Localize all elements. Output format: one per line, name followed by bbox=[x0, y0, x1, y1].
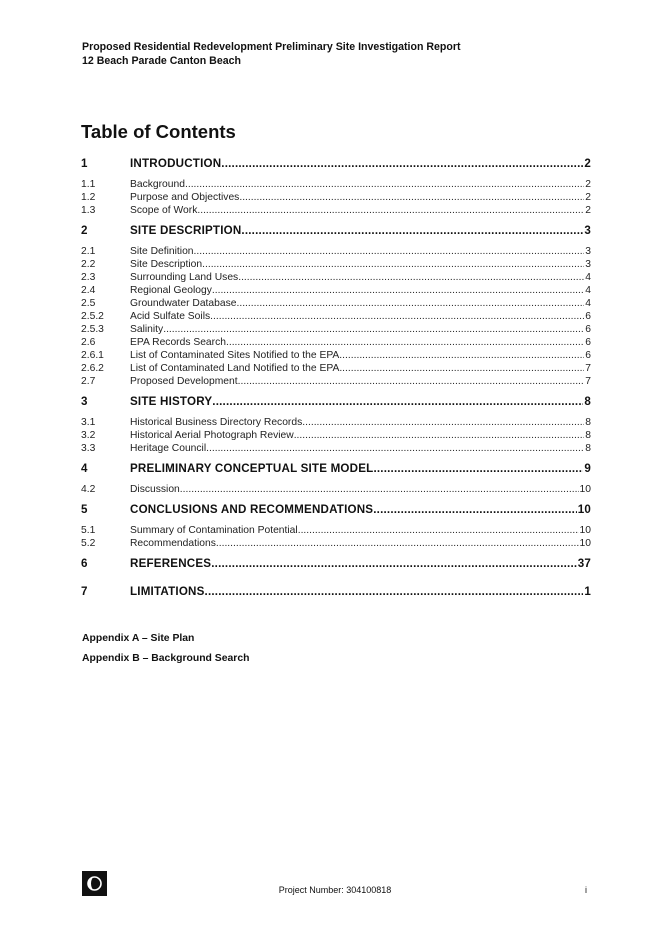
toc-entry-number: 2.5.2 bbox=[81, 311, 104, 322]
toc-entry-title: LIMITATIONS bbox=[130, 585, 205, 598]
toc-entry-page: 8 bbox=[584, 395, 591, 408]
toc-entry[interactable] bbox=[81, 298, 591, 309]
toc-dot-leader bbox=[202, 259, 584, 270]
toc-entry[interactable] bbox=[81, 395, 591, 408]
toc-entry-number: 4 bbox=[81, 462, 88, 475]
toc-entry-page: 8 bbox=[585, 430, 591, 441]
toc-entry-title: EPA Records Search bbox=[130, 337, 226, 348]
toc-entry-number: 2.7 bbox=[81, 376, 96, 387]
toc-entry-title: Historical Business Directory Records bbox=[130, 417, 303, 428]
toc-entry-number: 3.1 bbox=[81, 417, 96, 428]
toc-dot-leader bbox=[197, 205, 584, 216]
toc-entry-page: 7 bbox=[585, 363, 591, 374]
toc-entry-page: 2 bbox=[584, 157, 591, 170]
appendix-b-entry: Appendix B – Background Search bbox=[82, 653, 250, 664]
toc-entry-page: 10 bbox=[579, 484, 591, 495]
toc-entry-page: 3 bbox=[585, 246, 591, 257]
toc-dot-leader bbox=[236, 298, 584, 309]
toc-entry[interactable] bbox=[81, 376, 591, 387]
toc-entry-number: 6 bbox=[81, 557, 88, 570]
toc-entry-title: Site Description bbox=[130, 259, 203, 270]
toc-entry-title: Scope of Work bbox=[130, 205, 198, 216]
toc-entry-title: Acid Sulfate Soils bbox=[130, 311, 211, 322]
toc-entry[interactable] bbox=[81, 417, 591, 428]
toc-entry-page: 2 bbox=[585, 205, 591, 216]
toc-entry-number: 3 bbox=[81, 395, 88, 408]
toc-entry[interactable] bbox=[81, 192, 591, 203]
toc-entry-page: 8 bbox=[585, 443, 591, 454]
toc-entry-title: List of Contaminated Land Notified to the EPA bbox=[130, 363, 340, 374]
toc-dot-leader bbox=[206, 443, 584, 454]
toc-entry-title: Background bbox=[130, 179, 185, 190]
toc-dot-leader bbox=[211, 557, 576, 570]
toc-dot-leader bbox=[216, 538, 579, 549]
toc-entry[interactable] bbox=[81, 350, 591, 361]
toc-entry[interactable] bbox=[81, 311, 591, 322]
toc-dot-leader bbox=[212, 285, 584, 296]
toc-entry-page: 9 bbox=[584, 462, 591, 475]
toc-entry[interactable] bbox=[81, 324, 591, 335]
toc-entry-page: 7 bbox=[585, 376, 591, 387]
toc-entry[interactable] bbox=[81, 285, 591, 296]
toc-entry[interactable] bbox=[81, 246, 591, 257]
toc-entry-title: SITE HISTORY bbox=[130, 395, 213, 408]
toc-entry-page: 2 bbox=[585, 179, 591, 190]
toc-dot-leader bbox=[238, 272, 584, 283]
toc-entry-number: 2.5 bbox=[81, 298, 96, 309]
toc-entry-title: Summary of Contamination Potential bbox=[130, 525, 298, 536]
toc-entry-page: 10 bbox=[579, 525, 591, 536]
toc-entry[interactable] bbox=[81, 430, 591, 441]
toc-entry-title: Recommendations bbox=[130, 538, 216, 549]
toc-entry-title: Discussion bbox=[130, 484, 180, 495]
toc-entry-page: 10 bbox=[577, 503, 591, 516]
report-title: Proposed Residential Redevelopment Preliminary Site Investigation Report bbox=[82, 41, 461, 53]
toc-entry-number: 2.6.1 bbox=[81, 350, 104, 361]
toc-entry-number: 1 bbox=[81, 157, 88, 170]
toc-entry[interactable] bbox=[81, 503, 591, 516]
toc-entry-title: List of Contaminated Sites Notified to the EPA bbox=[130, 350, 340, 361]
toc-entry-number: 2.3 bbox=[81, 272, 96, 283]
toc-entry-number: 2.6 bbox=[81, 337, 96, 348]
toc-entry-number: 3.3 bbox=[81, 443, 96, 454]
toc-entry-number: 2.2 bbox=[81, 259, 96, 270]
toc-dot-leader bbox=[373, 462, 583, 475]
toc-entry-number: 1.1 bbox=[81, 179, 96, 190]
toc-entry-title: PRELIMINARY CONCEPTUAL SITE MODEL bbox=[130, 462, 374, 475]
toc-entry-title: Regional Geology bbox=[130, 285, 212, 296]
toc-entry-number: 4.2 bbox=[81, 484, 96, 495]
toc-dot-leader bbox=[239, 192, 584, 203]
toc-entry-number: 2.1 bbox=[81, 246, 96, 257]
toc-dot-leader bbox=[339, 363, 584, 374]
toc-dot-leader bbox=[302, 417, 584, 428]
toc-entry-page: 4 bbox=[585, 285, 591, 296]
toc-entry-number: 1.3 bbox=[81, 205, 96, 216]
toc-dot-leader bbox=[212, 395, 583, 408]
toc-entry-title: Groundwater Database bbox=[130, 298, 237, 309]
toc-entry[interactable] bbox=[81, 462, 591, 475]
toc-dot-leader bbox=[221, 157, 583, 170]
toc-entry-page: 6 bbox=[585, 324, 591, 335]
toc-entry-page: 1 bbox=[584, 585, 591, 598]
table-of-contents bbox=[81, 0, 591, 947]
toc-dot-leader bbox=[205, 585, 584, 598]
toc-entry[interactable] bbox=[81, 525, 591, 536]
toc-entry[interactable] bbox=[81, 585, 591, 598]
toc-dot-leader bbox=[298, 525, 579, 536]
toc-dot-leader bbox=[241, 224, 583, 237]
toc-dot-leader bbox=[194, 246, 585, 257]
toc-entry-page: 4 bbox=[585, 298, 591, 309]
toc-entry-page: 2 bbox=[585, 192, 591, 203]
toc-entry-title: Salinity bbox=[130, 324, 164, 335]
toc-entry[interactable] bbox=[81, 224, 591, 237]
toc-entry-title: SITE DESCRIPTION bbox=[130, 224, 242, 237]
toc-entry-number: 5.2 bbox=[81, 538, 96, 549]
toc-entry-title: Purpose and Objectives bbox=[130, 192, 240, 203]
toc-dot-leader bbox=[185, 179, 584, 190]
toc-entry[interactable] bbox=[81, 337, 591, 348]
toc-entry[interactable] bbox=[81, 363, 591, 374]
toc-dot-leader bbox=[339, 350, 584, 361]
toc-dot-leader bbox=[210, 311, 584, 322]
toc-entry[interactable] bbox=[81, 272, 591, 283]
toc-entry[interactable] bbox=[81, 557, 591, 570]
toc-entry-number: 5 bbox=[81, 503, 88, 516]
appendix-a-entry: Appendix A – Site Plan bbox=[82, 633, 195, 644]
toc-entry-number: 7 bbox=[81, 585, 88, 598]
project-number: Project Number: 304100818 bbox=[278, 885, 392, 895]
toc-entry-number: 2.5.3 bbox=[81, 324, 104, 335]
toc-dot-leader bbox=[294, 430, 585, 441]
toc-entry[interactable] bbox=[81, 205, 591, 216]
toc-entry[interactable] bbox=[81, 443, 591, 454]
toc-entry-title: INTRODUCTION bbox=[130, 157, 222, 170]
toc-entry-title: CONCLUSIONS AND RECOMMENDATIONS bbox=[130, 503, 374, 516]
toc-entry-page: 6 bbox=[585, 350, 591, 361]
toc-entry-title: REFERENCES bbox=[130, 557, 212, 570]
toc-entry-page: 4 bbox=[585, 272, 591, 283]
toc-entry-page: 3 bbox=[584, 224, 591, 237]
toc-entry-number: 3.2 bbox=[81, 430, 96, 441]
toc-entry-title: Proposed Development bbox=[130, 376, 238, 387]
toc-entry-number: 2.6.2 bbox=[81, 363, 104, 374]
toc-entry[interactable] bbox=[81, 179, 591, 190]
toc-dot-leader bbox=[180, 484, 579, 495]
toc-entry-title: Heritage Council bbox=[130, 443, 207, 454]
toc-entry-page: 8 bbox=[585, 417, 591, 428]
toc-entry-title: Surrounding Land Uses bbox=[130, 272, 239, 283]
toc-entry-page: 3 bbox=[585, 259, 591, 270]
toc-entry-number: 2 bbox=[81, 224, 88, 237]
toc-dot-leader bbox=[238, 376, 585, 387]
toc-entry-page: 37 bbox=[577, 557, 591, 570]
toc-entry-title: Site Definition bbox=[130, 246, 194, 257]
toc-entry-page: 6 bbox=[585, 337, 591, 348]
toc-entry-page: 6 bbox=[585, 311, 591, 322]
toc-entry-number: 2.4 bbox=[81, 285, 96, 296]
toc-dot-leader bbox=[226, 337, 584, 348]
toc-entry-page: 10 bbox=[579, 538, 591, 549]
toc-dot-leader bbox=[163, 324, 584, 335]
toc-heading: Table of Contents bbox=[81, 121, 236, 142]
toc-entry-title: Historical Aerial Photograph Review bbox=[130, 430, 294, 441]
toc-entry-number: 5.1 bbox=[81, 525, 96, 536]
toc-entry[interactable] bbox=[81, 538, 591, 549]
toc-dot-leader bbox=[373, 503, 576, 516]
toc-entry-number: 1.2 bbox=[81, 192, 96, 203]
toc-entry[interactable] bbox=[81, 484, 591, 495]
report-site-address: 12 Beach Parade Canton Beach bbox=[82, 55, 241, 67]
page-number: i bbox=[585, 885, 587, 895]
toc-entry[interactable] bbox=[81, 259, 591, 270]
toc-entry[interactable] bbox=[81, 157, 591, 170]
